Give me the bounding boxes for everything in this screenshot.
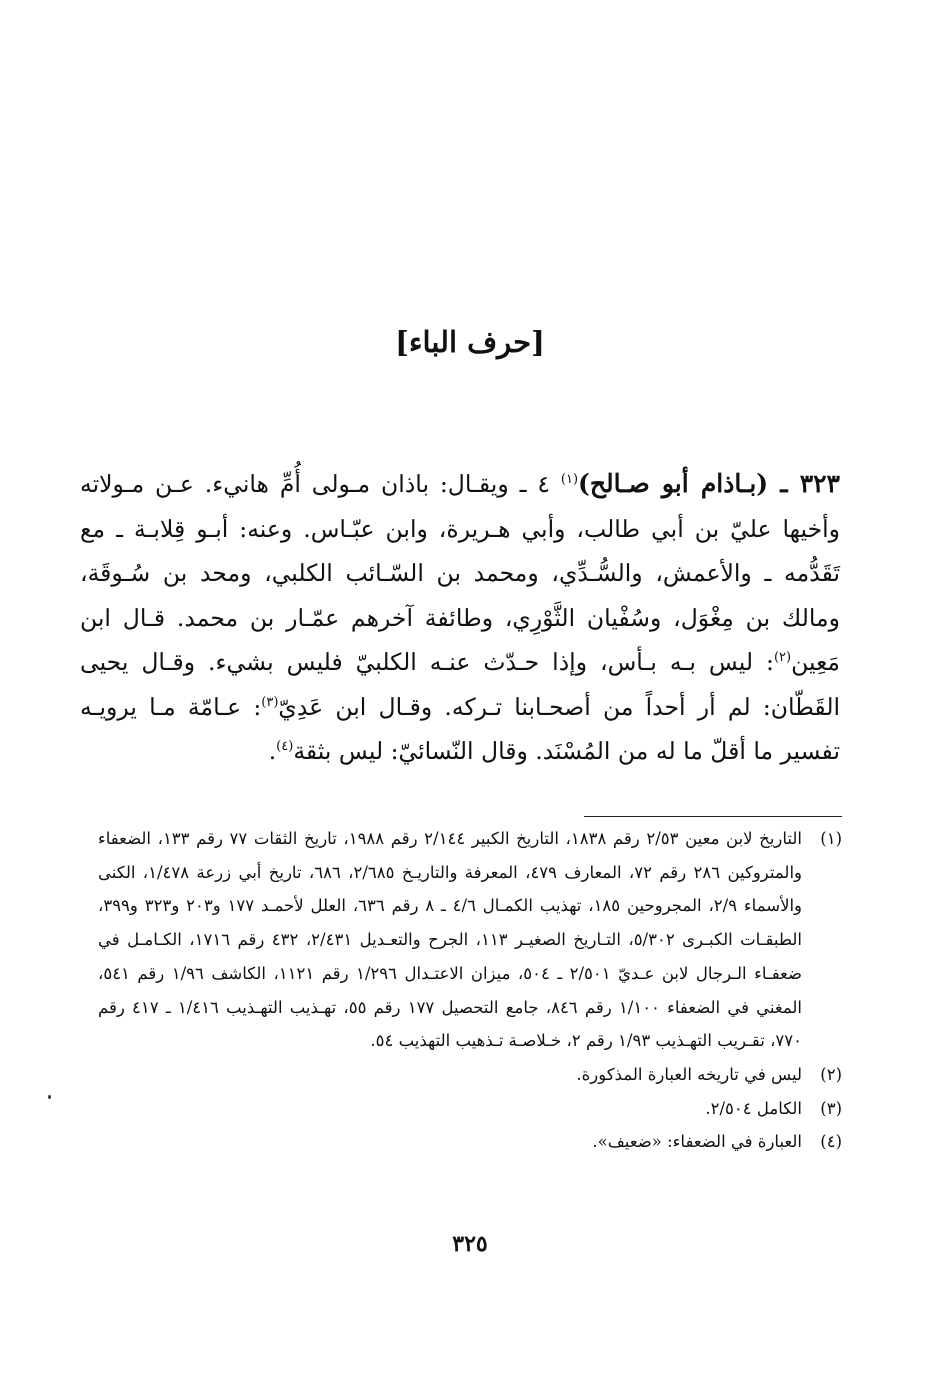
footnote-separator bbox=[584, 816, 842, 817]
footnotes bbox=[98, 822, 842, 1159]
footnote-4 bbox=[98, 1125, 842, 1159]
footnote-number: (١) bbox=[820, 829, 842, 848]
entry-text-part-1: ٤ ـ ويقـال: باذان مـولى أُمِّ هانيء. عـن مـولاته وأخيها عليّ بن أبي طالب، وأبي هـريرة، وابن عبّـاس. وعنه: أبـو قِلابـة ـ مع تَقَدُّمه ـ والأعمش، والسُّـدِّي، ومحمد بن السّـائب الكلبي، ومحد بن سُـوقَة، ومالك بن مِغْوَل، وسُفْيان الثَّوْرِي، وطائفة آخرهم عمّـار بن محمد. قـال ابن مَعِين bbox=[80, 470, 840, 676]
footnote-text: الكامل ٢/٥٠٤. bbox=[705, 1098, 802, 1118]
footnote-3 bbox=[98, 1092, 842, 1126]
footnote-text: العبارة في الضعفاء: «ضعيف». bbox=[592, 1132, 802, 1152]
entry-heading: ٣٢٣ ـ (بـاذام أبو صـالح) bbox=[578, 469, 840, 498]
page-number: ٣٢٥ bbox=[452, 1231, 488, 1257]
footnote-2 bbox=[98, 1058, 842, 1092]
footnote-ref-4: (٤) bbox=[276, 739, 294, 755]
footnote-text: التاريخ لابن معين ٢/٥٣ رقم ١٨٣٨، التاريخ الكبير ٢/١٤٤ رقم ١٩٨٨، تاريخ الثقات ٧٧ رقم ١٣٣، الضعفاء والمتروكين ٢٨٦ رقم ٧٢، المعارف ٤٧٩، المعرفة والتاريـخ ٢/٦٨٥، ٦٨٦، تاريخ أبي زرعة ١/٤٧٨، الكنى والأسماء ٢/٩، المجروحين ١٨٥، تهذيب الكمـال ٤/٦ ـ ٨ رقم ٦٣٦، العلل لأحمـد ١٧٧ و٢٠٣ و٣٢٣ و٣٩٩، الطبقـات الكبـرى ٥/٣٠٢، التـاريخ الصغيـر ١١٣، الجرح والتعـديل ٢/٤٣١، ٤٣٢ رقم ١٧١٦، الكـامـل في ضعفـاء الـرجال لابن عـديّ ٢/٥٠١ ـ ٥٠٤، ميزان الاعتـدال ١/٢٩٦ رقم ١١٢١، الكاشف ١/٩٦ رقم ٥٤١، المغني في الضعفاء ١/١٠٠ رقم ٨٤٦، جامع التحصيل ١٧٧ رقم ٥٥، تهـذيب التهـذيب ١/٤١٦ ـ ٤١٧ رقم ٧٧٠، تقـريب التهـذيب ١/٩٣ رقم ٢، خـلاصـة تـذهيب التهذيب ٥٤. bbox=[98, 829, 803, 1051]
footnote-number: (٤) bbox=[820, 1132, 842, 1152]
footnote-text: ليس في تاريخه العبارة المذكورة. bbox=[576, 1064, 802, 1084]
footnote-ref-2: (٢) bbox=[773, 650, 792, 666]
footnote-number: (٣) bbox=[820, 1098, 842, 1118]
footnote-1 bbox=[98, 822, 842, 1058]
scan-speck bbox=[48, 1095, 51, 1099]
footnote-number: (٢) bbox=[820, 1064, 842, 1084]
entry-text-part-4: . bbox=[268, 737, 277, 765]
entry-text-part-3: : عـامّة مـا يرويـه تفسير ما أقلّ ما له من المُسْنَد. وقال النّسائيّ: ليس بثقة bbox=[80, 692, 840, 765]
footnote-ref-3: (٣) bbox=[261, 694, 279, 710]
footnote-ref-1: (١) bbox=[560, 472, 579, 488]
entry-text-part-2: : ليس بـه بـأس، وإذا حـدّث عنـه الكلبيّ فليس بشيء. وقـال يحيى القَطّان: لم أر أحداً من أصحـابنا تـركه. وقـال ابن عَدِيّ bbox=[80, 648, 841, 721]
biography-entry bbox=[80, 462, 840, 774]
chapter-heading: [حرف الباء] bbox=[395, 325, 545, 359]
